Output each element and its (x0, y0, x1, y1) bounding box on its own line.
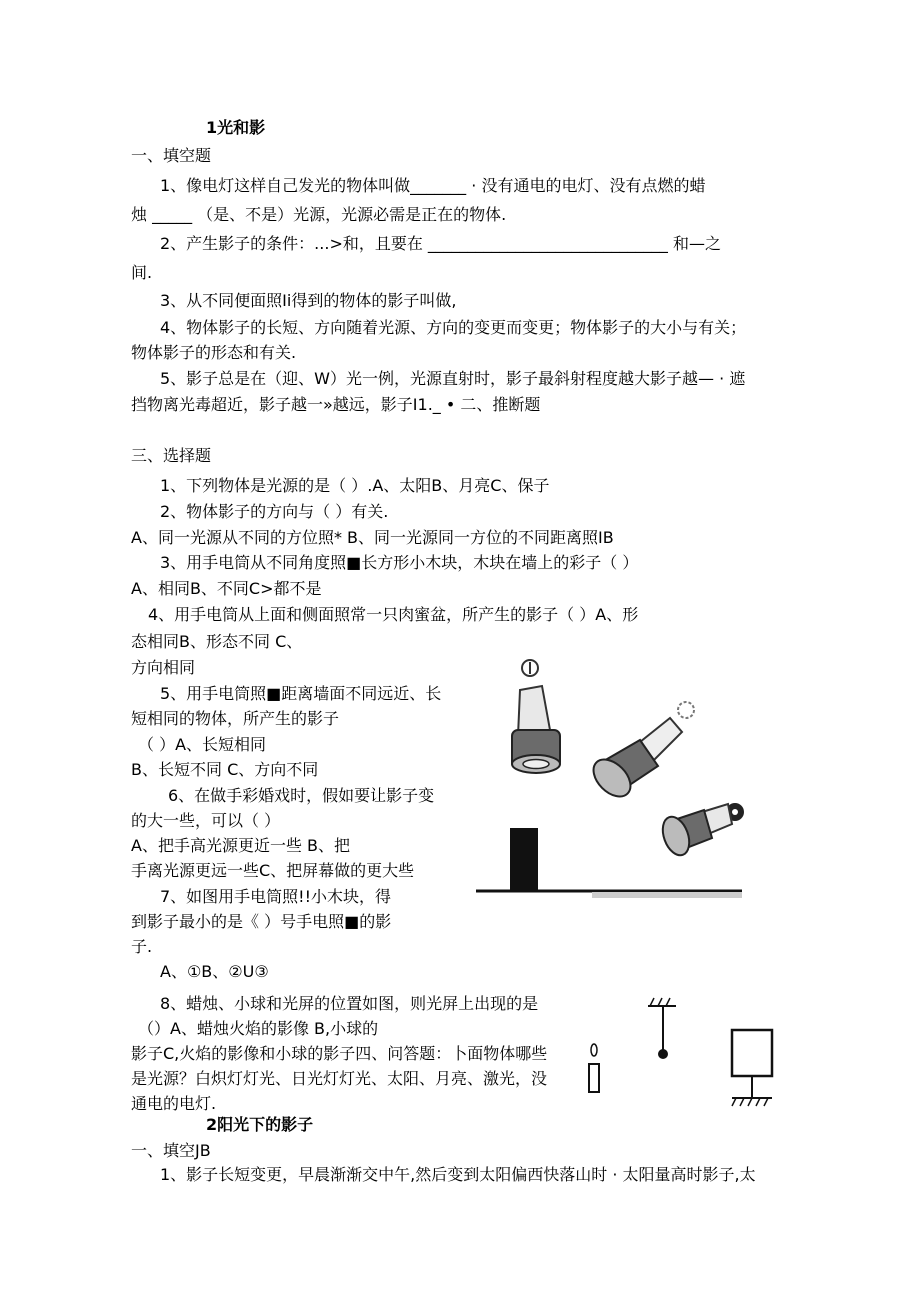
c6-line1: 6、在做手彩婚戏时，假如要让影子变 (168, 786, 435, 805)
section1-title: 1光和影 (206, 118, 266, 137)
c7-line2: 到影子最小的是《 ）号手电照■的影 (131, 912, 392, 931)
screen-icon (732, 1030, 772, 1106)
c6-line4: 手离光源更远一些C、把屏幕做的更大些 (131, 861, 415, 880)
choice-heading: 三、选择题 (131, 446, 212, 465)
c2-options: A、同一光源从不同的方位照* B、同一光源同一方位的不同距离照IB (131, 528, 614, 547)
wooden-block (510, 828, 538, 890)
hanger-icon (648, 998, 676, 1050)
c2: 2、物体影子的方向与（ ）有关. (160, 502, 389, 521)
q2-line1: 2、产生影子的条件：...>和，且要在 ______________________________ 和—之 (160, 234, 722, 253)
q5-line1: 5、影子总是在（迎、W）光一例，光源直射时，影子最斜射程度越大影子越— · 遮 (160, 369, 746, 388)
q4-line2: 物体影子的形态和有关. (131, 343, 297, 362)
c6-line3: A、把手高光源更近一些 B、把 (131, 836, 351, 855)
flashlight-2-icon (587, 702, 694, 803)
section2-title: 2阳光下的影子 (206, 1115, 314, 1134)
flashlight-1-icon (512, 660, 560, 773)
c3-options: A、相同B、不同C>都不是 (131, 579, 322, 598)
c4-line3: 方向相同 (131, 658, 196, 677)
c1: 1、下列物体是光源的是（ ）.A、太阳B、月亮C、保子 (160, 476, 550, 495)
flashlight-figure (472, 652, 746, 902)
c5-line2: 短相同的物体，所产生的影子 (131, 709, 340, 728)
q4-line1: 4、物体影子的长短、方向随着光源、方向的变更而变更；物体影子的大小与有关； (160, 318, 747, 337)
c8-line2: （）A、蜡烛火焰的影像 B,小球的 (138, 1019, 379, 1038)
q1-line1: 1、像电灯这样自己发光的物体叫做_______ · 没有通电的电灯、没有点燃的蜡 (160, 176, 706, 195)
c4-line1: 4、用手电筒从上面和侧面照常一只肉蜜盆，所产生的影子（ ）A、形 (148, 605, 639, 624)
c8-line1: 8、蜡烛、小球和光屏的位置如图，则光屏上出现的是 (160, 994, 539, 1013)
section2-fill-heading: 一、填空JB (131, 1141, 211, 1160)
fill-heading: 一、填空题 (131, 146, 212, 165)
c7-line1: 7、如图用手电筒照!!小木块，得 (160, 887, 392, 906)
flashlight-3-icon (658, 804, 743, 859)
c7-options: A、①B、②U③ (160, 962, 269, 981)
c5-line3: （ ）A、长短相同 (138, 735, 267, 754)
q2-line2: 间. (131, 263, 153, 282)
q3: 3、从不同便面照Ii得到的物体的影子叫做, (160, 291, 457, 310)
candle-ball-screen-figure (580, 992, 780, 1112)
c8-line5: 通电的电灯. (131, 1094, 217, 1113)
candle-icon (589, 1044, 599, 1092)
c5-line4: B、长短不同 C、方向不同 (131, 760, 319, 779)
c8-line4: 是光源？白炽灯灯光、日光灯灯光、太阳、月亮、激光，没 (131, 1069, 548, 1088)
q5-line2: 挡物离光毒超近，影子越一»越远，影子I1._ • 二、推断题 (131, 395, 541, 414)
c3: 3、用手电筒从不同角度照■长方形小木块，木块在墙上的彩子（ ） (160, 553, 639, 572)
c8-line3: 影子C,火焰的影像和小球的影子四、问答题：卜面物体哪些 (131, 1044, 548, 1063)
ball-icon (658, 1049, 668, 1059)
c7-line3: 子. (131, 937, 153, 956)
c6-line2: 的大一些，可以（ ） (131, 811, 281, 830)
section2-q1: 1、影子长短变更，早晨渐渐交中午,然后变到太阳偏西快落山时 · 太阳量高时影子,太 (160, 1165, 756, 1184)
c4-line2: 态相同B、形态不同 C、 (131, 632, 303, 651)
q1-line2: 烛 _____ （是、不是）光源，光源必需是正在的物体. (131, 205, 507, 224)
c5-line1: 5、用手电筒照■距离墙面不同远近、长 (160, 684, 442, 703)
